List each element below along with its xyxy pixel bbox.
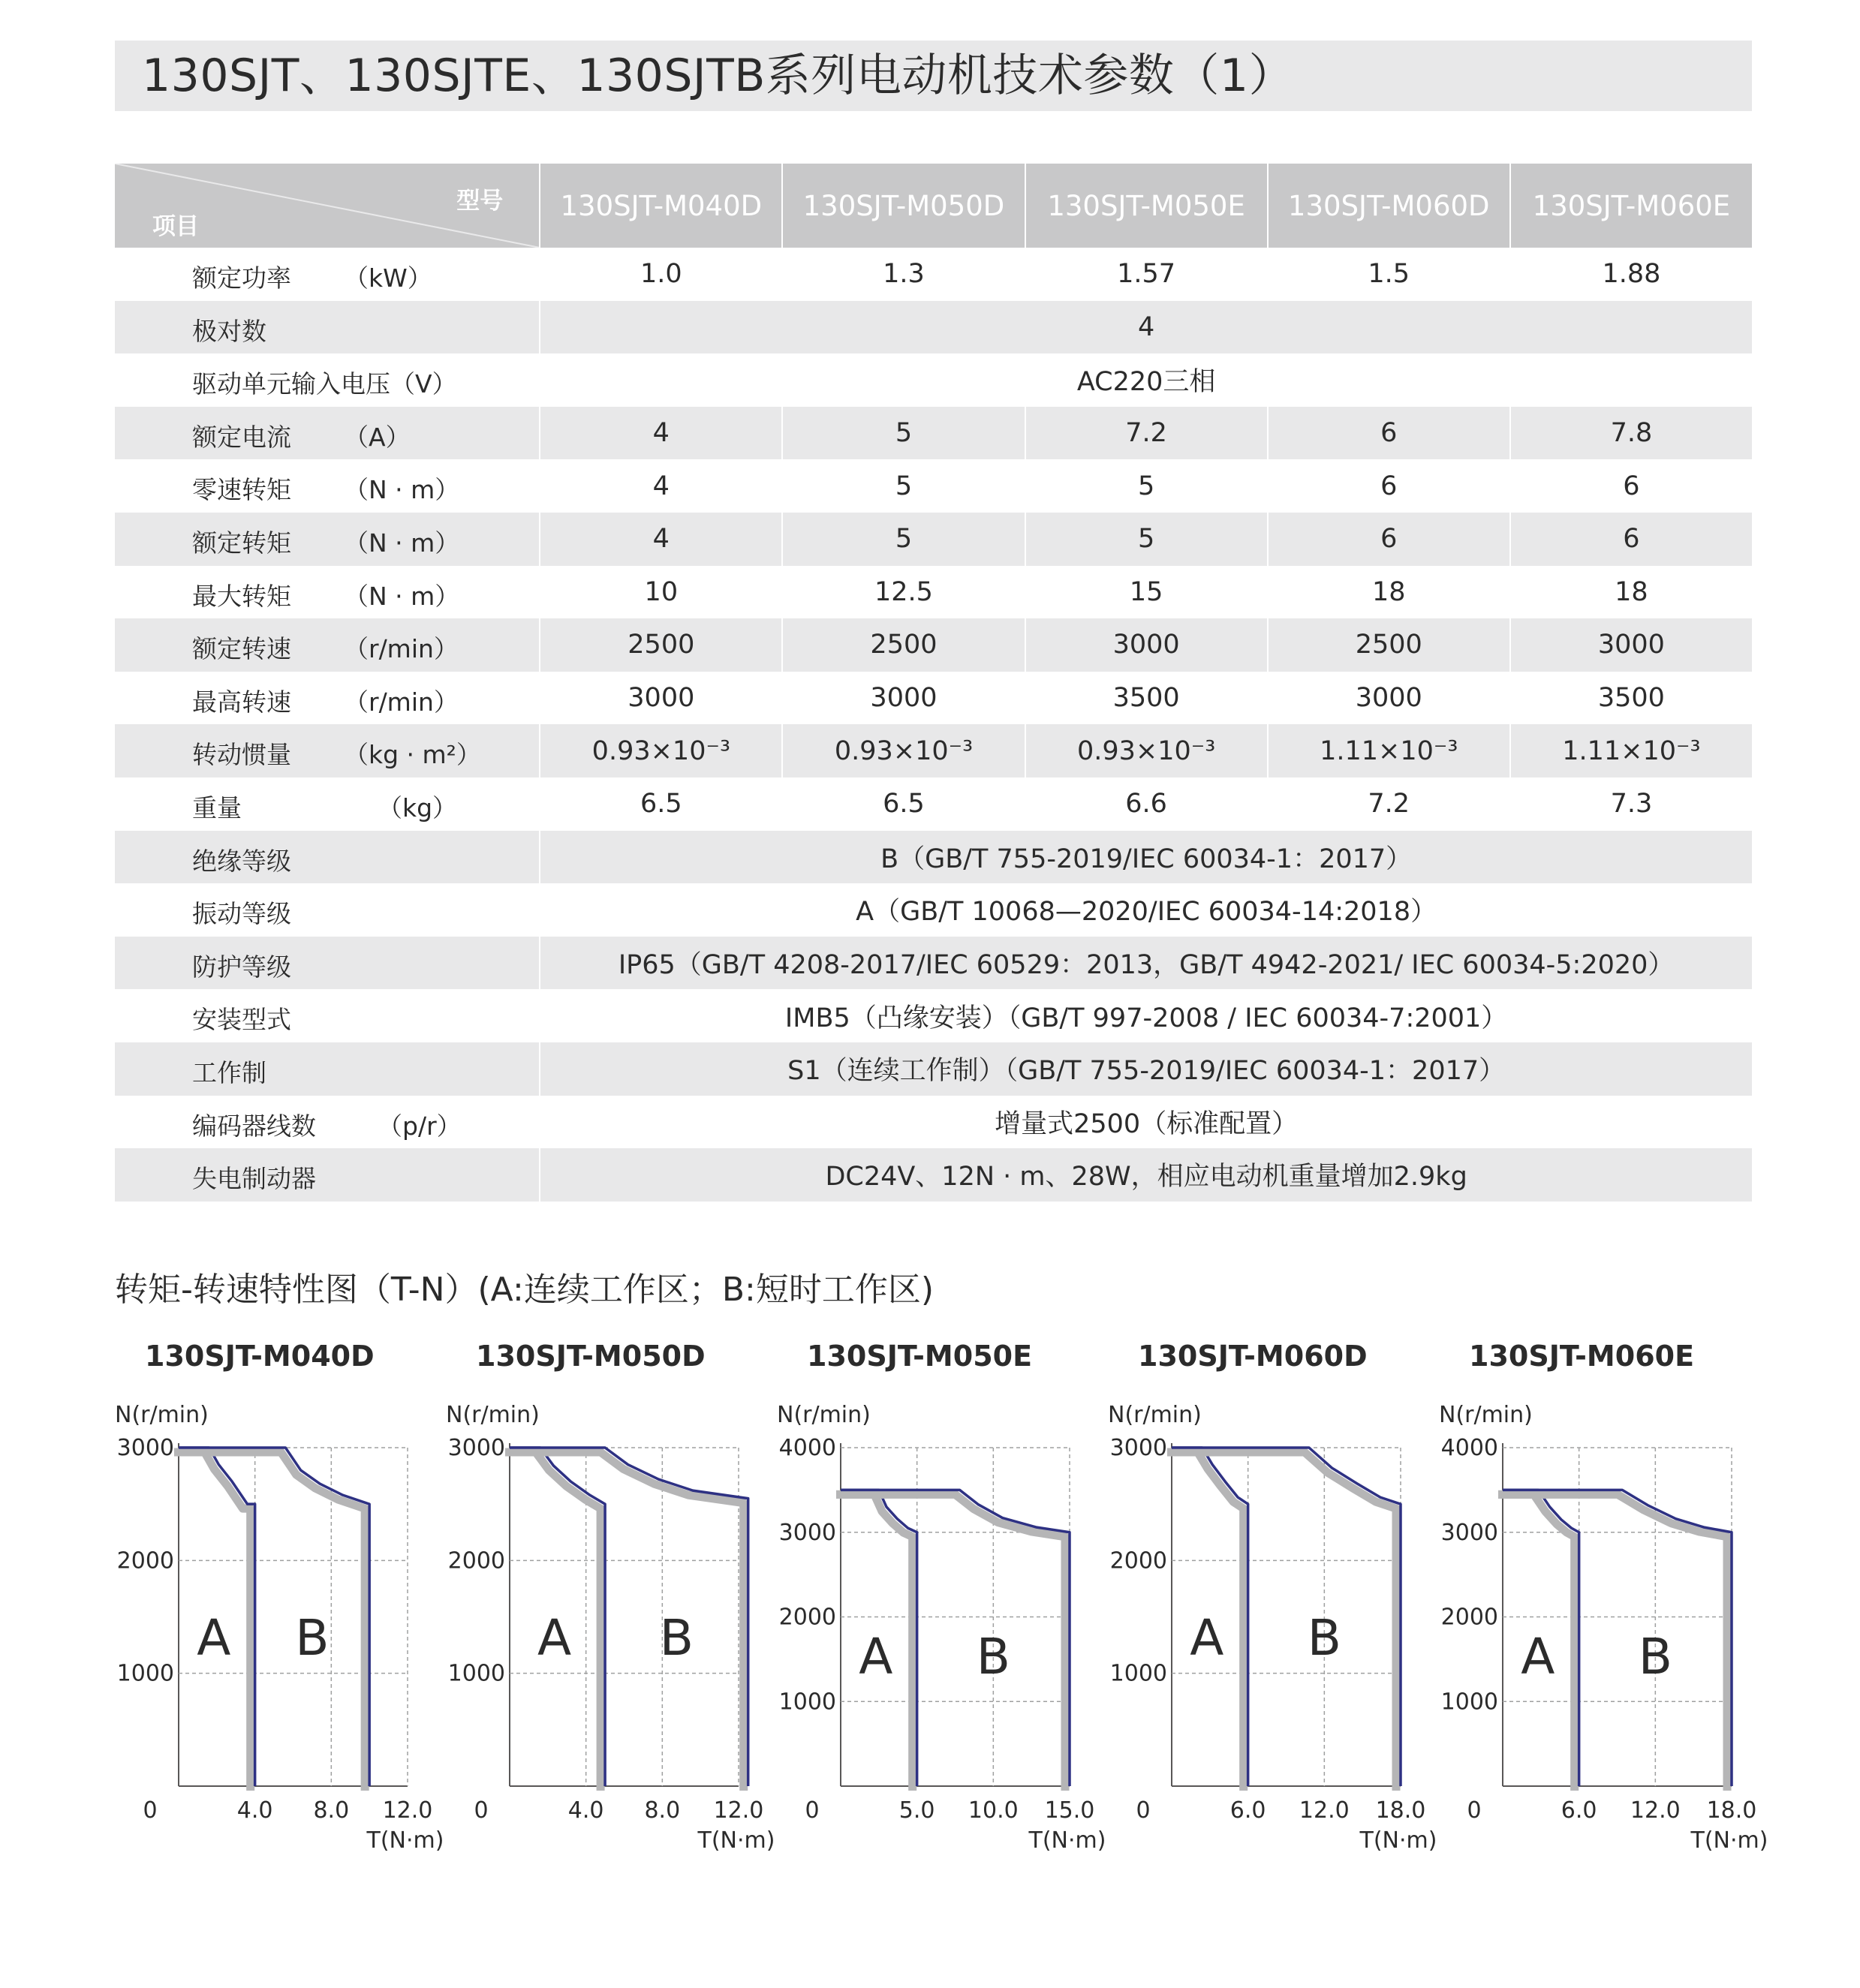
x-axis-label: T(N·m) xyxy=(366,1827,444,1854)
param-cell xyxy=(115,724,540,777)
param-value: 7.2 xyxy=(1025,407,1268,460)
table-row xyxy=(115,724,1753,777)
param-value: 0.93×10⁻³ xyxy=(1025,724,1268,777)
table-corner-cell xyxy=(115,164,540,248)
region-label-b: B xyxy=(1638,1628,1672,1686)
table-row xyxy=(115,831,1753,884)
param-unit: （p/r） xyxy=(378,1111,462,1141)
y-tick-label: 1000 xyxy=(1440,1689,1498,1716)
param-name: 零速转矩 xyxy=(192,475,291,505)
param-value: 1.3 xyxy=(782,248,1025,301)
param-unit: （A） xyxy=(344,422,411,452)
param-value: 3500 xyxy=(1025,672,1268,725)
param-unit: （N · m） xyxy=(344,528,460,558)
y-tick-label: 2000 xyxy=(778,1604,836,1631)
x-tick-label: 15.0 xyxy=(1044,1797,1095,1824)
param-value: 1.11×10⁻³ xyxy=(1268,724,1510,777)
param-cell xyxy=(115,353,540,407)
param-value-merged: 增量式2500（标准配置） xyxy=(540,1096,1753,1149)
x-tick-label: 18.0 xyxy=(1706,1797,1757,1824)
param-name: 失电制动器 xyxy=(192,1164,316,1194)
param-value: 7.8 xyxy=(1510,407,1753,460)
param-value-merged: 4 xyxy=(540,301,1753,354)
x-tick-label: 8.0 xyxy=(644,1797,681,1824)
param-value: 6.5 xyxy=(782,777,1025,831)
y-tick-label: 2000 xyxy=(1109,1547,1167,1574)
param-cell xyxy=(115,937,540,990)
param-unit: （kg） xyxy=(378,792,458,823)
y-tick-label: 1000 xyxy=(116,1660,174,1687)
param-cell xyxy=(115,831,540,884)
param-value: 4 xyxy=(540,407,782,460)
y-axis-label: N(r/min) xyxy=(1439,1402,1533,1428)
page-title: 130SJT、130SJTE、130SJTB系列电动机技术参数（1） xyxy=(142,50,1295,102)
param-value-merged: B（GB/T 755-2019/IEC 60034-1：2017） xyxy=(540,831,1753,884)
param-value: 6 xyxy=(1268,407,1510,460)
y-tick-label: 3000 xyxy=(1109,1435,1167,1461)
y-tick-label: 1000 xyxy=(447,1660,505,1687)
param-value: 3500 xyxy=(1510,672,1753,725)
table-row xyxy=(115,618,1753,672)
param-value: 6 xyxy=(1510,459,1753,513)
param-value: 1.57 xyxy=(1025,248,1268,301)
param-name: 防护等级 xyxy=(192,952,291,982)
param-value: 1.0 xyxy=(540,248,782,301)
param-cell xyxy=(115,301,540,354)
param-value: 1.88 xyxy=(1510,248,1753,301)
param-value: 5 xyxy=(782,459,1025,513)
param-cell xyxy=(115,1042,540,1096)
table-row xyxy=(115,248,1753,301)
y-axis-label: N(r/min) xyxy=(446,1402,540,1428)
chart-plot xyxy=(1439,1340,1777,1865)
x-axis-label: T(N·m) xyxy=(697,1827,775,1854)
region-label-b: B xyxy=(295,1609,330,1667)
param-value: 2500 xyxy=(1268,618,1510,672)
model-header-3: 130SJT-M050E xyxy=(1025,164,1268,248)
param-value: 2500 xyxy=(782,618,1025,672)
param-cell xyxy=(115,672,540,725)
y-tick-label: 1000 xyxy=(778,1689,836,1716)
table-row xyxy=(115,566,1753,619)
param-value-merged: IMB5（凸缘安装）（GB/T 997-2008 / IEC 60034-7:2001） xyxy=(540,989,1753,1042)
region-label-b: B xyxy=(659,1609,694,1667)
region-label-b: B xyxy=(1307,1609,1341,1667)
x-tick-label: 10.0 xyxy=(968,1797,1019,1824)
param-unit: （kg · m²） xyxy=(344,740,481,770)
param-name: 额定功率 xyxy=(192,263,291,293)
param-value: 3000 xyxy=(1510,618,1753,672)
y-tick-label: 1000 xyxy=(1109,1660,1167,1687)
table-row xyxy=(115,1042,1753,1096)
param-value: 6.5 xyxy=(540,777,782,831)
param-cell xyxy=(115,1148,540,1202)
param-value: 6.6 xyxy=(1025,777,1268,831)
param-value: 5 xyxy=(782,513,1025,566)
x-tick-label: 6.0 xyxy=(1561,1797,1597,1824)
table-row xyxy=(115,989,1753,1042)
spec-table xyxy=(115,164,1753,1202)
param-value: 6 xyxy=(1510,513,1753,566)
region-label-a: A xyxy=(537,1609,572,1667)
param-unit: （kW） xyxy=(344,263,432,293)
y-axis-label: N(r/min) xyxy=(777,1402,871,1428)
param-name: 转动惯量 xyxy=(192,740,291,770)
param-value: 5 xyxy=(1025,513,1268,566)
table-row xyxy=(115,777,1753,831)
param-value: 4 xyxy=(540,513,782,566)
param-value-merged: IP65（GB/T 4208-2017/IEC 60529：2013，GB/T 4942-2021/ IEC 60034-5:2020） xyxy=(540,937,1753,990)
chart-title: 130SJT-M040D xyxy=(145,1340,375,1373)
page-title-bar xyxy=(115,41,1752,111)
table-row xyxy=(115,937,1753,990)
param-cell xyxy=(115,618,540,672)
table-row xyxy=(115,407,1753,460)
x-tick-label: 0 xyxy=(143,1797,158,1824)
tn-chart-5 xyxy=(1439,1340,1777,1865)
x-tick-label: 6.0 xyxy=(1229,1797,1266,1824)
param-value-merged: DC24V、12N · m、28W，相应电动机重量增加2.9kg xyxy=(540,1148,1753,1202)
param-value: 4 xyxy=(540,459,782,513)
param-cell xyxy=(115,513,540,566)
x-axis-label: T(N·m) xyxy=(1690,1827,1768,1854)
y-tick-label: 2000 xyxy=(447,1547,505,1574)
param-value-merged: A（GB/T 10068—2020/IEC 60034-14:2018） xyxy=(540,883,1753,937)
table-row xyxy=(115,1096,1753,1149)
region-label-b: B xyxy=(976,1628,1010,1686)
y-tick-label: 4000 xyxy=(778,1435,836,1461)
chart-title: 130SJT-M060D xyxy=(1138,1340,1368,1373)
param-value: 3000 xyxy=(1025,618,1268,672)
param-value: 3000 xyxy=(1268,672,1510,725)
param-value: 1.5 xyxy=(1268,248,1510,301)
param-name: 编码器线数 xyxy=(192,1111,316,1141)
tn-chart-3 xyxy=(777,1340,1115,1865)
param-name: 最高转速 xyxy=(192,687,291,717)
region-label-a: A xyxy=(859,1628,893,1686)
param-name: 额定电流 xyxy=(192,422,291,452)
param-value: 1.11×10⁻³ xyxy=(1510,724,1753,777)
param-value: 12.5 xyxy=(782,566,1025,619)
x-tick-label: 12.0 xyxy=(713,1797,764,1824)
chart-title: 130SJT-M060E xyxy=(1469,1340,1695,1373)
param-value: 6 xyxy=(1268,459,1510,513)
chart-title: 130SJT-M050E xyxy=(807,1340,1033,1373)
chart-section-heading: 转矩-转速特性图（T-N）(A:连续工作区；B:短时工作区) xyxy=(115,1271,934,1309)
model-header-5: 130SJT-M060E xyxy=(1510,164,1753,248)
y-axis-label: N(r/min) xyxy=(115,1402,209,1428)
param-value: 0.93×10⁻³ xyxy=(782,724,1025,777)
y-axis-label: N(r/min) xyxy=(1108,1402,1202,1428)
param-value: 3000 xyxy=(540,672,782,725)
param-unit: （N · m） xyxy=(344,475,460,505)
param-name: 重量 xyxy=(192,792,242,823)
chart-plot xyxy=(115,1340,453,1865)
param-cell xyxy=(115,248,540,301)
param-cell xyxy=(115,883,540,937)
param-name: 工作制 xyxy=(192,1057,266,1087)
corner-item-label: 项目 xyxy=(152,213,199,240)
param-value: 7.3 xyxy=(1510,777,1753,831)
x-tick-label: 0 xyxy=(474,1797,489,1824)
table-row xyxy=(115,353,1753,407)
param-unit: （r/min） xyxy=(344,634,459,664)
param-cell xyxy=(115,989,540,1042)
param-value: 18 xyxy=(1510,566,1753,619)
param-unit: （r/min） xyxy=(344,687,459,717)
y-tick-label: 3000 xyxy=(778,1519,836,1546)
x-tick-label: 18.0 xyxy=(1375,1797,1426,1824)
tn-chart-4 xyxy=(1108,1340,1446,1865)
tn-chart-1 xyxy=(115,1340,453,1865)
param-value: 10 xyxy=(540,566,782,619)
param-cell xyxy=(115,407,540,460)
table-row xyxy=(115,672,1753,725)
model-header-1: 130SJT-M040D xyxy=(540,164,782,248)
param-value: 5 xyxy=(1025,459,1268,513)
x-tick-label: 0 xyxy=(805,1797,820,1824)
param-name: 最大转矩 xyxy=(192,581,291,611)
param-cell xyxy=(115,566,540,619)
region-label-a: A xyxy=(197,1609,231,1667)
param-name: 额定转矩 xyxy=(192,528,291,558)
chart-plot xyxy=(446,1340,784,1865)
tn-chart-2 xyxy=(446,1340,784,1865)
param-name: 安装型式 xyxy=(192,1005,291,1035)
param-value-merged: S1（连续工作制）（GB/T 755-2019/IEC 60034-1：2017） xyxy=(540,1042,1753,1096)
param-name: 驱动单元输入电压（V） xyxy=(192,369,457,399)
region-label-a: A xyxy=(1190,1609,1224,1667)
table-header-row xyxy=(115,164,1753,248)
param-value: 15 xyxy=(1025,566,1268,619)
x-axis-label: T(N·m) xyxy=(1359,1827,1437,1854)
param-value: 0.93×10⁻³ xyxy=(540,724,782,777)
chart-title: 130SJT-M050D xyxy=(476,1340,706,1373)
x-tick-label: 12.0 xyxy=(382,1797,433,1824)
y-tick-label: 3000 xyxy=(447,1435,505,1461)
y-tick-label: 4000 xyxy=(1440,1435,1498,1461)
param-cell xyxy=(115,1096,540,1149)
param-value: 7.2 xyxy=(1268,777,1510,831)
x-tick-label: 5.0 xyxy=(898,1797,935,1824)
model-header-4: 130SJT-M060D xyxy=(1268,164,1510,248)
param-name: 极对数 xyxy=(192,316,266,346)
param-name: 振动等级 xyxy=(192,899,291,929)
corner-model-label: 型号 xyxy=(456,188,504,215)
table-row xyxy=(115,459,1753,513)
param-value: 2500 xyxy=(540,618,782,672)
y-tick-label: 3000 xyxy=(116,1435,174,1461)
model-header-2: 130SJT-M050D xyxy=(782,164,1025,248)
x-tick-label: 12.0 xyxy=(1299,1797,1350,1824)
param-value: 5 xyxy=(782,407,1025,460)
y-tick-label: 2000 xyxy=(1440,1604,1498,1631)
param-value: 3000 xyxy=(782,672,1025,725)
region-label-a: A xyxy=(1521,1628,1555,1686)
y-tick-label: 2000 xyxy=(116,1547,174,1574)
y-tick-label: 3000 xyxy=(1440,1519,1498,1546)
param-cell xyxy=(115,459,540,513)
param-unit: （N · m） xyxy=(344,581,460,611)
param-name: 绝缘等级 xyxy=(192,846,291,876)
x-tick-label: 4.0 xyxy=(567,1797,604,1824)
param-value-merged: AC220三相 xyxy=(540,353,1753,407)
param-name: 额定转速 xyxy=(192,634,291,664)
x-axis-label: T(N·m) xyxy=(1028,1827,1106,1854)
x-tick-label: 4.0 xyxy=(236,1797,273,1824)
table-row xyxy=(115,301,1753,354)
x-tick-label: 12.0 xyxy=(1630,1797,1681,1824)
chart-plot xyxy=(1108,1340,1446,1865)
param-cell xyxy=(115,777,540,831)
table-row xyxy=(115,883,1753,937)
chart-plot xyxy=(777,1340,1115,1865)
x-tick-label: 0 xyxy=(1467,1797,1482,1824)
x-tick-label: 0 xyxy=(1136,1797,1151,1824)
table-row xyxy=(115,1148,1753,1202)
table-row xyxy=(115,513,1753,566)
param-value: 6 xyxy=(1268,513,1510,566)
x-tick-label: 8.0 xyxy=(313,1797,350,1824)
param-value: 18 xyxy=(1268,566,1510,619)
